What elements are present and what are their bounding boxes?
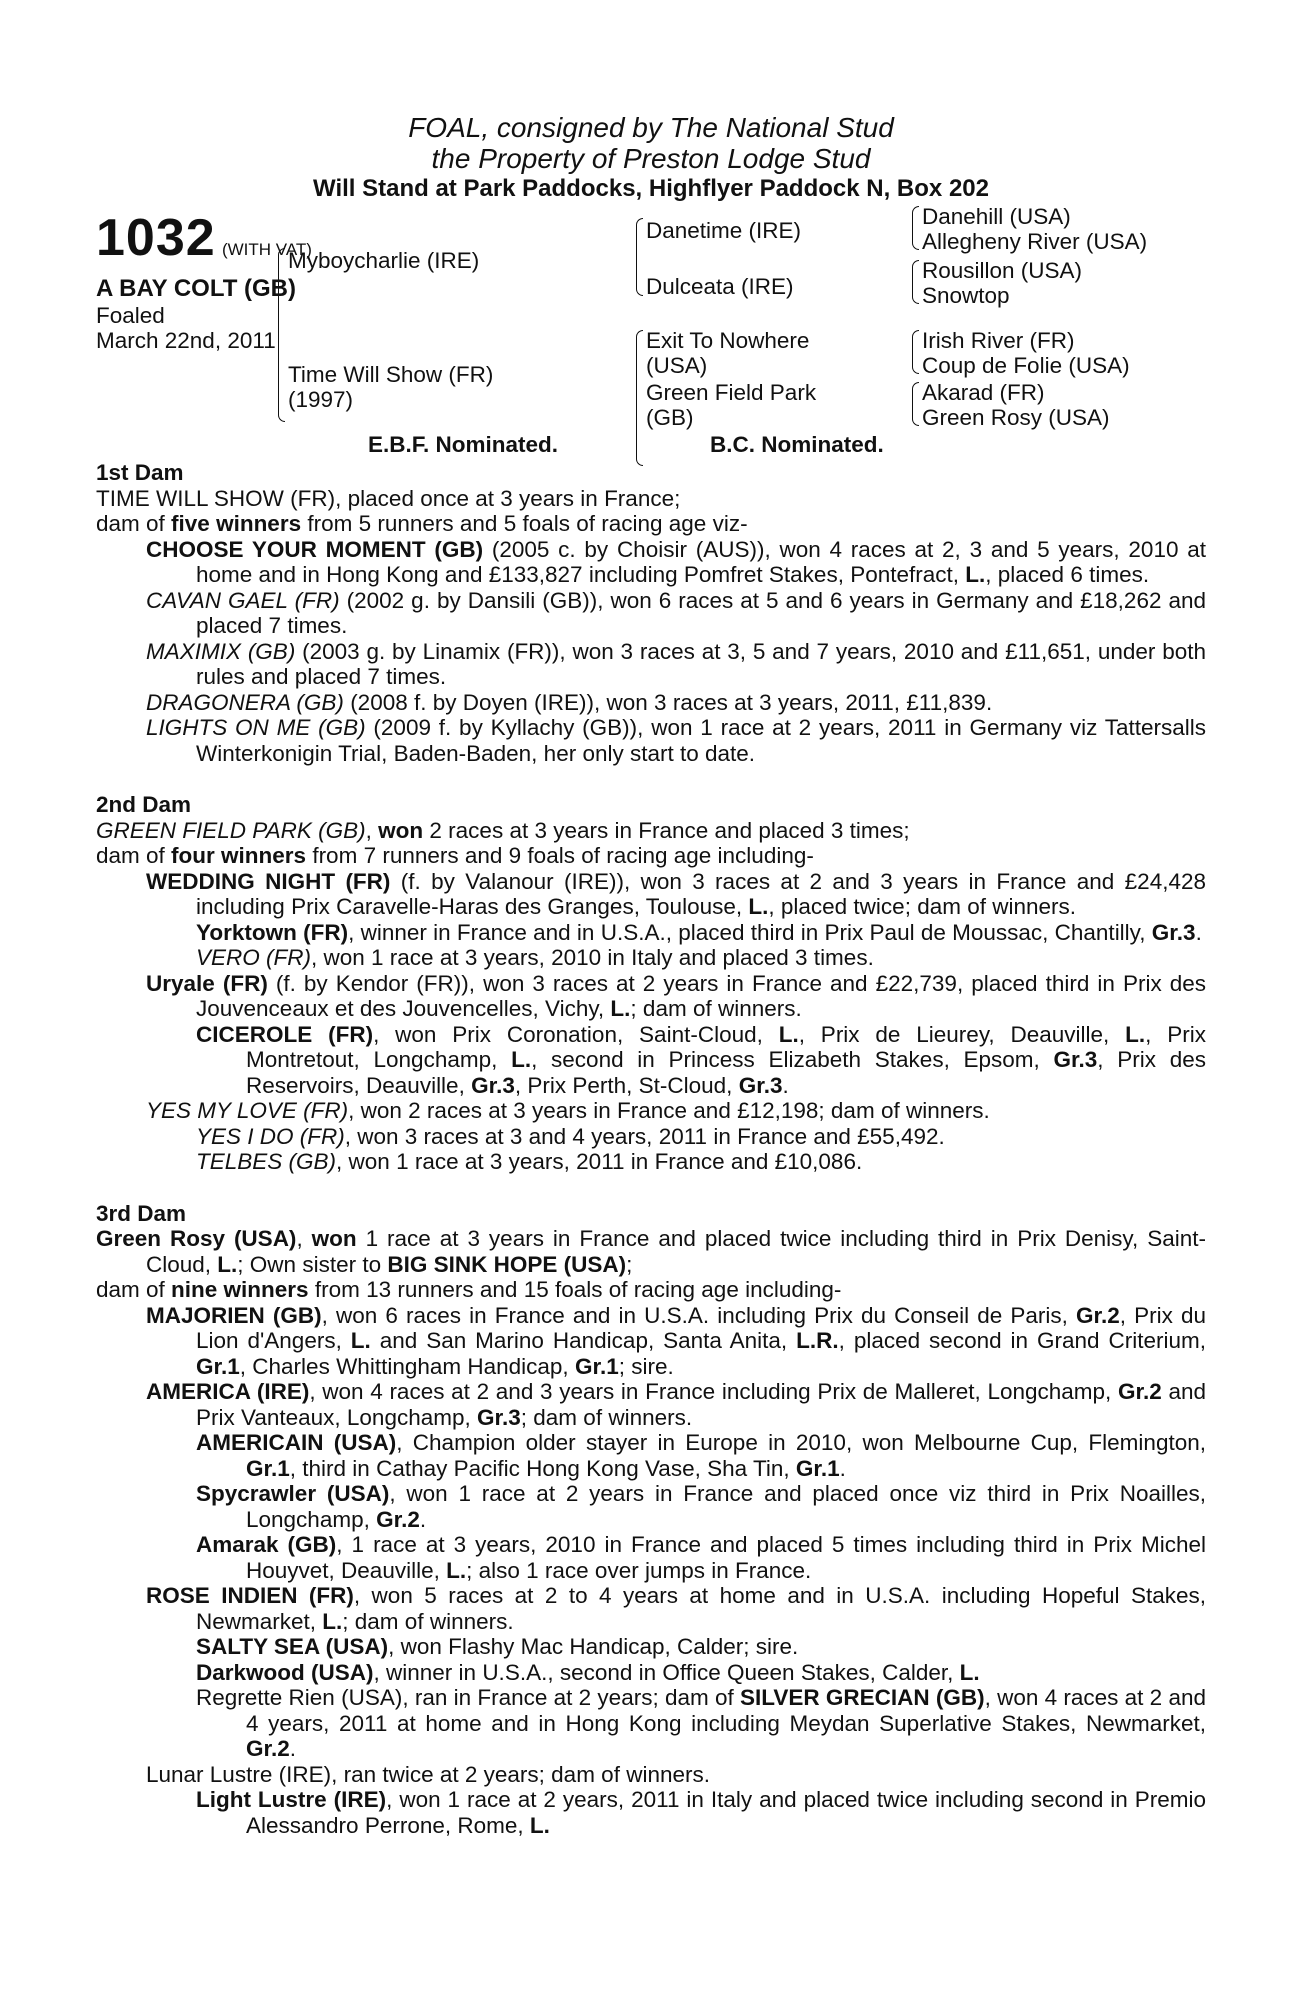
g3-ssd: Allegheny River (USA)	[922, 229, 1148, 254]
brace-g3-4	[910, 382, 918, 426]
second-dam-produce-line: dam of four winners from 7 runners and 9 foals of racing age including-	[96, 843, 814, 868]
produce-entry: Amarak (GB), 1 race at 3 years, 2010 in France and placed 5 times including third in Prix Michel Houyvet, Deauville, L.; also 1 race over jumps in France.	[196, 1532, 1206, 1583]
produce-entry: AMERICA (IRE), won 4 races at 2 and 3 years in France including Prix de Malleret, Longchamp, Gr.2 and Prix Vanteaux, Longchamp, Gr.3; dam of winners.	[146, 1379, 1206, 1430]
produce-entry: WEDDING NIGHT (FR) (f. by Valanour (IRE)), won 3 races at 2 and 3 years in France and £24,428 including Prix Caravelle-Haras des Granges, Toulouse, L., placed twice; dam of winners.	[146, 868, 1207, 919]
brace-g3-3	[910, 330, 918, 374]
g3-ddd: Green Rosy (USA)	[922, 405, 1110, 430]
first-dam-line: TIME WILL SHOW (FR), placed once at 3 years in France;	[96, 485, 681, 511]
dam-dam-2: (GB)	[646, 405, 694, 430]
produce-entry: CAVAN GAEL (FR) (2002 g. by Dansili (GB)), won 6 races at 5 and 6 years in Germany and £18,262 and placed 7 times.	[146, 587, 1207, 638]
third-dam-line: Green Rosy (USA), won 1 race at 3 years in France and placed twice including third in Prix Denisy, Saint-Cloud, L.; Own sister to BIG SINK HOPE (USA);	[96, 1226, 1206, 1277]
produce-entry: CICEROLE (FR), won Prix Coronation, Saint-Cloud, L., Prix de Lieurey, Deauville, L., Prix Montretout, Longchamp, L., second in Princess Elizabeth Stakes, Epsom, Gr.3, Prix des Reservoirs, Deauville, Gr.3, Prix Perth, St-Cloud, Gr.3.	[196, 1021, 1206, 1098]
produce-entry: VERO (FR), won 1 race at 3 years, 2010 in Italy and placed 3 times.	[196, 945, 874, 970]
brace-g3-1	[910, 206, 918, 250]
consignor-line: FOAL, consigned by The National Stud	[408, 112, 894, 143]
third-dam-heading: 3rd Dam	[96, 1200, 187, 1226]
stand-location: Will Stand at Park Paddocks, Highflyer Paddock N, Box 202	[313, 175, 989, 202]
vat-note: (WITH VAT)	[221, 240, 312, 259]
g3-sds: Rousillon (USA)	[922, 258, 1083, 283]
dam-sire-1: Exit To Nowhere	[646, 328, 810, 353]
produce-entry: Regrette Rien (USA), ran in France at 2 years; dam of SILVER GRECIAN (GB), won 4 races at 2 and 4 years, 2011 at home and in Hong Kong including Meydan Superlative Stakes, Newmarket, Gr.2.	[196, 1685, 1206, 1761]
produce-entry: Darkwood (USA), winner in U.S.A., second in Office Queen Stakes, Calder, L.	[196, 1659, 980, 1685]
produce-entry: SALTY SEA (USA), won Flashy Mac Handicap, Calder; sire.	[196, 1634, 799, 1659]
first-dam-produce-line: dam of five winners from 5 runners and 5 foals of racing age viz-	[96, 511, 748, 536]
g3-sss: Danehill (USA)	[922, 204, 1071, 229]
brace-dam-parents	[634, 330, 642, 466]
sire-name: Myboycharlie (IRE)	[288, 248, 480, 273]
third-dam-produce-line: dam of nine winners from 13 runners and 15 foals of racing age including-	[96, 1277, 842, 1302]
sire-dam: Dulceata (IRE)	[646, 274, 794, 299]
lot-number: 1032	[96, 209, 216, 267]
bc-nominated: B.C. Nominated.	[710, 432, 884, 457]
produce-entry: ROSE INDIEN (FR), won 5 races at 2 to 4 years at home and in U.S.A. including Hopeful Stakes, Newmarket, L.; dam of winners.	[146, 1583, 1206, 1634]
produce-entry: Light Lustre (IRE), won 1 race at 2 years, 2011 in Italy and placed twice including second in Premio Alessandro Perrone, Rome, L.	[196, 1787, 1206, 1838]
produce-entry: DRAGONERA (GB) (2008 f. by Doyen (IRE)), won 3 races at 3 years, 2011, £11,839.	[146, 689, 993, 715]
dam-year: (1997)	[288, 387, 354, 412]
produce-entry: Yorktown (FR), winner in France and in U.S.A., placed third in Prix Paul de Moussac, Chantilly, Gr.3.	[196, 919, 1202, 945]
produce-entry: Uryale (FR) (f. by Kendor (FR)), won 3 races at 2 years in France and £22,739, placed third in Prix des Jouvenceaux et des Jouvencelles, Vichy, L.; dam of winners.	[146, 970, 1207, 1021]
produce-entry: YES MY LOVE (FR), won 2 races at 3 years in France and £12,198; dam of winners.	[146, 1098, 990, 1123]
g3-dds: Akarad (FR)	[922, 380, 1045, 405]
produce-entry: CHOOSE YOUR MOMENT (GB) (2005 c. by Choisir (AUS)), won 4 races at 2, 3 and 5 years, 2010 at home and in Hong Kong and £133,827 including Pomfret Stakes, Pontefract, L., placed 6 times.	[146, 536, 1206, 587]
produce-entry: MAXIMIX (GB) (2003 g. by Linamix (FR)), won 3 races at 3, 5 and 7 years, 2010 and £11,651, under both rules and placed 7 times.	[146, 638, 1206, 689]
sire-sire: Danetime (IRE)	[646, 218, 802, 243]
produce-entry: YES I DO (FR), won 3 races at 3 and 4 years, 2011 in France and £55,492.	[196, 1123, 945, 1149]
foaled-label: Foaled	[96, 303, 165, 328]
produce-entry: MAJORIEN (GB), won 6 races in France and in U.S.A. including Prix du Conseil de Paris, Gr.2, Prix du Lion d'Angers, L. and San Marino Handicap, Santa Anita, L.R., placed second in Grand Criterium, Gr.1, Charles Whittingham Handicap, Gr.1; sire.	[146, 1302, 1207, 1379]
second-dam-line: GREEN FIELD PARK (GB), won 2 races at 3 years in France and placed 3 times;	[96, 817, 910, 843]
brace-sire-parents	[634, 218, 642, 296]
produce-entry: Lunar Lustre (IRE), ran twice at 2 years; dam of winners.	[146, 1761, 710, 1787]
property-line: the Property of Preston Lodge Stud	[431, 143, 871, 174]
dam-name: Time Will Show (FR)	[288, 362, 494, 387]
second-dam-heading: 2nd Dam	[96, 792, 192, 817]
pedigree-block	[96, 204, 1206, 460]
first-dam-heading: 1st Dam	[96, 460, 184, 485]
foaled-date: March 22nd, 2011	[96, 328, 276, 353]
g3-dsd: Coup de Folie (USA)	[922, 353, 1130, 378]
lot-description: A BAY COLT (GB)	[96, 275, 297, 302]
produce-entry: LIGHTS ON ME (GB) (2009 f. by Kyllachy (GB)), won 1 race at 2 years, 2011 in Germany viz Tattersalls Winterkonigin Trial, Baden-Baden, her only start to date.	[146, 715, 1207, 766]
produce-entry: AMERICAIN (USA), Champion older stayer in Europe in 2010, won Melbourne Cup, Flemington, Gr.1, third in Cathay Pacific Hong Kong Vase, Sha Tin, Gr.1.	[196, 1430, 1206, 1481]
g3-sdd: Snowtop	[922, 283, 1010, 308]
produce-entry: TELBES (GB), won 1 race at 3 years, 2011 in France and £10,086.	[196, 1149, 863, 1174]
ebf-nominated: E.B.F. Nominated.	[368, 432, 559, 457]
catalogue-page	[96, 112, 1206, 1838]
produce-entry: Spycrawler (USA), won 1 race at 2 years in France and placed once viz third in Prix Noailles, Longchamp, Gr.2.	[196, 1481, 1207, 1532]
g3-dss: Irish River (FR)	[922, 328, 1075, 353]
dam-sire-2: (USA)	[646, 353, 708, 378]
dam-dam-1: Green Field Park	[646, 380, 817, 405]
brace-g3-2	[910, 260, 918, 304]
brace-gen1	[276, 248, 284, 422]
